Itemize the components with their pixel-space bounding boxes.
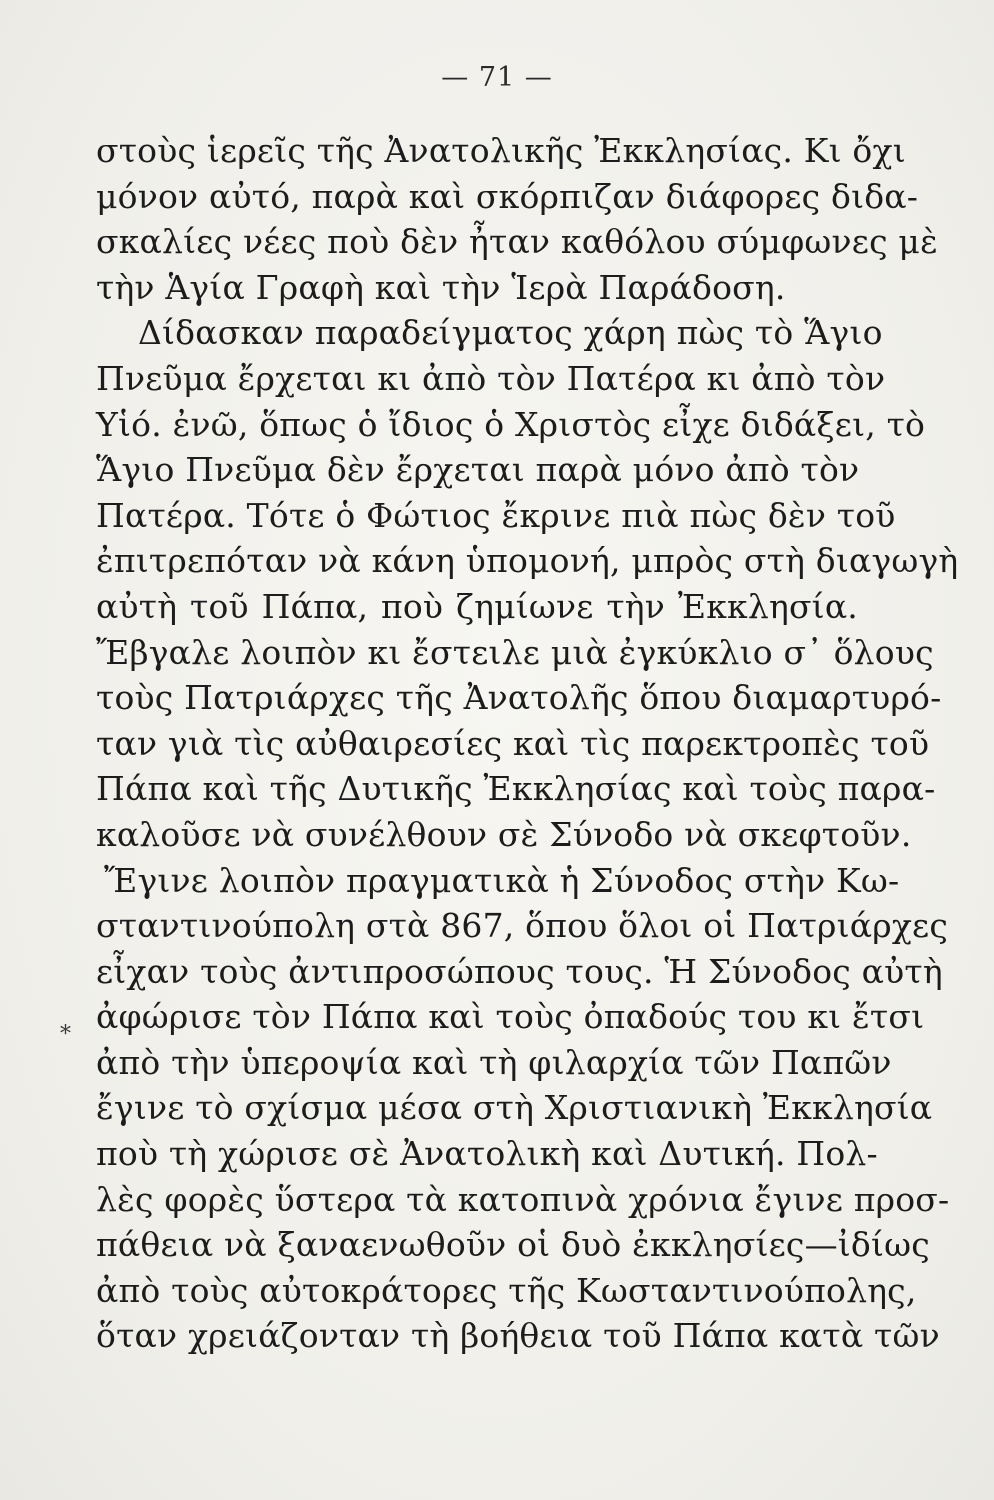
text-line: Πατέρα. Τότε ὁ Φώτιος ἔκρινε πιὰ πὼς δὲν τοῦ [96,495,896,535]
text-line: Δίδασκαν παραδείγματος χάρη πὼς τὸ Ἅγιο [138,313,883,353]
text-line: Ἔγινε λοιπὸν πραγματικὰ ἡ Σύνοδος στὴν Κω- [104,860,900,900]
text-line: σταντινούπολη στὰ 867, ὅπου ὅλοι οἱ Πατριάρχες [96,906,949,946]
text-line: Ἅγιο Πνεῦμα δὲν ἔρχεται παρὰ μόνο ἀπὸ τὸν [96,450,860,490]
margin-mark: * [60,1022,71,1047]
text-line: Υἱό. ἐνῶ, ὅπως ὁ ἴδιος ὁ Χριστὸς εἶχε διδάξει, τὸ [96,404,926,444]
text-line: Ἔβγαλε λοιπὸν κι ἔστειλε μιὰ ἐγκύκλιο σ᾽ ὅλους [96,632,934,672]
text-line: αὐτὴ τοῦ Πάπα, ποὺ ζημίωνε τὴν Ἐκκλησία. [96,586,858,626]
body-text [96,128,959,1359]
text-line: Πνεῦμα ἔρχεται κι ἀπὸ τὸν Πατέρα κι ἀπὸ τὸν [96,358,886,398]
page-number: — 71 — [441,62,553,93]
text-line: λὲς φορὲς ὕστερα τὰ κατοπινὰ χρόνια ἔγινε προσ- [96,1179,950,1219]
text-line: στοὺς ἱερεῖς τῆς Ἀνατολικῆς Ἐκκλησίας. Κι ὄχι [96,131,906,170]
text-line: ὅταν χρειάζονταν τὴ βοήθεια τοῦ Πάπα κατὰ τῶν [96,1316,940,1356]
text-line: ποὺ τὴ χώρισε σὲ Ἀνατολικὴ καὶ Δυτική. Πολ- [96,1134,878,1174]
text-line: μόνον αὐτό, παρὰ καὶ σκόρπιζαν διάφορες διδα- [96,176,919,216]
text-line: ταν γιὰ τὶς αὐθαιρεσίες καὶ τὶς παρεκτροπὲς τοῦ [96,723,930,763]
text-line: ἀφώρισε τὸν Πάπα καὶ τοὺς ὀπαδούς του κι ἔτσι [96,997,925,1037]
text-line: πάθεια νὰ ξαναενωθοῦν οἱ δυὸ ἐκκλησίες—ἰδίως [96,1225,930,1265]
text-line: ἀπὸ τοὺς αὐτοκράτορες τῆς Κωσταντινούπολης, [96,1270,917,1310]
text-line: Πάπα καὶ τῆς Δυτικῆς Ἐκκλησίας καὶ τοὺς παρα- [96,769,936,809]
text-line: ἐπιτρεπόταν νὰ κάνη ὑπομονή, μπρὸς στὴ διαγωγὴ [96,541,959,581]
text-line: καλοῦσε νὰ συνέλθουν σὲ Σύνοδο νὰ σκεφτοῦν. [96,814,912,854]
text-line: εἶχαν τοὺς ἀντιπροσώπους τους. Ἡ Σύνοδος αὐτὴ [96,951,943,991]
text-line: τὴν Ἁγία Γραφὴ καὶ τὴν Ἱερὰ Παράδοση. [96,267,786,307]
text-line: ἔγινε τὸ σχίσμα μέσα στὴ Χριστιανικὴ Ἐκκλησία [96,1088,933,1128]
text-line: ἀπὸ τὴν ὑπεροψία καὶ τὴ φιλαρχία τῶν Παπῶν [96,1042,892,1082]
text-line: τοὺς Πατριάρχες τῆς Ἀνατολῆς ὅπου διαμαρτυρό- [96,678,942,718]
text-line: σκαλίες νέες ποὺ δὲν ἦταν καθόλου σύμφωνες μὲ [96,222,938,262]
